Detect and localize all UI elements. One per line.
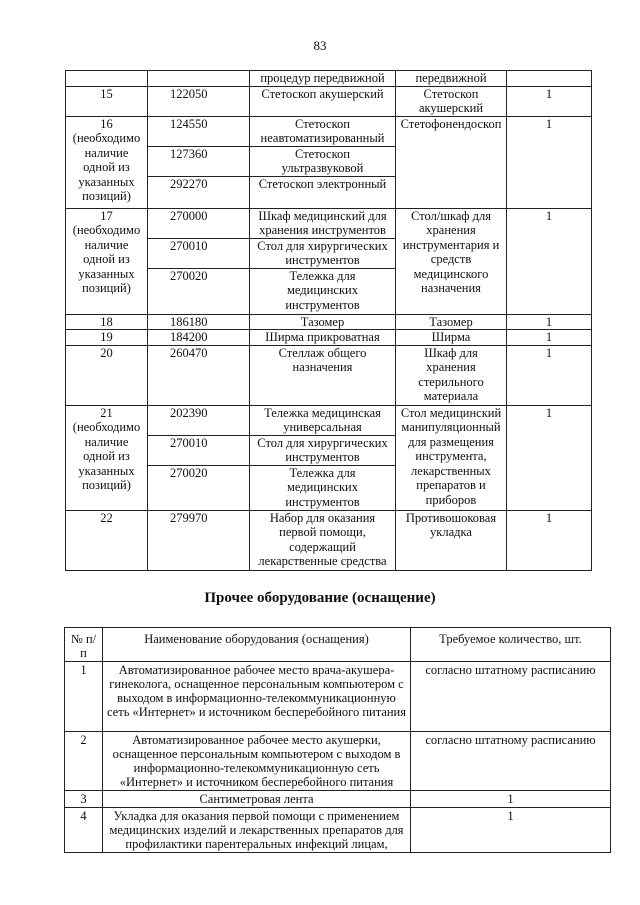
equipment-alt-name: передвижной	[396, 71, 507, 87]
equipment-code	[148, 71, 250, 87]
row-number: 20	[66, 345, 148, 405]
equipment-quantity: 1	[507, 330, 592, 346]
equipment-quantity: 1	[411, 791, 611, 808]
equipment-alt-name: Стол/шкаф для хранения инструментария и средств медицинского назначения	[396, 208, 507, 314]
equipment-quantity: согласно штатному расписанию	[411, 662, 611, 732]
column-header-number: № п/п	[65, 628, 103, 662]
equipment-table	[65, 70, 592, 571]
equipment-name: Стол для хирургических инструментов	[250, 435, 396, 465]
row-number: 1	[65, 662, 103, 732]
table-row	[65, 808, 611, 853]
row-number: 2	[65, 732, 103, 791]
equipment-code: 279970	[148, 510, 250, 570]
equipment-name: Стетоскоп неавтоматизированный	[250, 116, 396, 146]
equipment-name: Набор для оказания первой помощи, содержащий лекарственные средства	[250, 510, 396, 570]
equipment-name: Автоматизированное рабочее место врача-акушера-гинеколога, оснащенное персональным компьютером с выходом в информационно-телекоммуникационную сеть «Интернет» и источником бесперебойного питания	[103, 662, 411, 732]
equipment-code: 270020	[148, 268, 250, 314]
equipment-code: 184200	[148, 330, 250, 346]
column-header-name: Наименование оборудования (оснащения)	[103, 628, 411, 662]
equipment-name: Стеллаж общего назначения	[250, 345, 396, 405]
equipment-quantity: 1	[507, 510, 592, 570]
equipment-code: 270000	[148, 208, 250, 238]
equipment-alt-name: Тазомер	[396, 314, 507, 330]
table-row	[66, 116, 592, 146]
equipment-code: 122050	[148, 86, 250, 116]
table-row	[66, 330, 592, 346]
page-number: 83	[313, 38, 327, 53]
row-number: 16 (необходимо наличие одной из указанных позиций)	[66, 116, 148, 208]
column-header-quantity: Требуемое количество, шт.	[411, 628, 611, 662]
equipment-quantity: 1	[507, 345, 592, 405]
equipment-code: 127360	[148, 146, 250, 176]
equipment-code: 292270	[148, 176, 250, 208]
row-number: 17 (необходимо наличие одной из указанных позиций)	[66, 208, 148, 314]
table-row	[66, 510, 592, 570]
table-header-row	[65, 628, 611, 662]
equipment-code: 124550	[148, 116, 250, 146]
equipment-name: Тележка медицинская универсальная	[250, 405, 396, 435]
equipment-alt-name: Ширма	[396, 330, 507, 346]
equipment-name: Автоматизированное рабочее место акушерки, оснащенное персональным компьютером с выходом в информационно-телекоммуникационную сеть «Интернет» и источником бесперебойного питания	[103, 732, 411, 791]
equipment-quantity: согласно штатному расписанию	[411, 732, 611, 791]
equipment-name: Стол для хирургических инструментов	[250, 238, 396, 268]
table-row	[66, 405, 592, 435]
row-number: 3	[65, 791, 103, 808]
equipment-name: Стетоскоп электронный	[250, 176, 396, 208]
equipment-name: Стетоскоп ультразвуковой	[250, 146, 396, 176]
equipment-code: 186180	[148, 314, 250, 330]
equipment-alt-name: Стетофонендоскоп	[396, 116, 507, 208]
table-row	[66, 71, 592, 87]
row-number: 22	[66, 510, 148, 570]
equipment-quantity: 1	[507, 208, 592, 314]
table-row	[65, 732, 611, 791]
table-row	[66, 86, 592, 116]
equipment-code: 270020	[148, 465, 250, 510]
table-row	[65, 662, 611, 732]
table-row	[66, 314, 592, 330]
equipment-quantity: 1	[507, 314, 592, 330]
equipment-name: Укладка для оказания первой помощи с применением медицинских изделий и лекарственных препаратов для профилактики парентеральных инфекций лицам,	[103, 808, 411, 853]
equipment-quantity: 1	[507, 116, 592, 208]
row-number: 18	[66, 314, 148, 330]
equipment-code: 270010	[148, 435, 250, 465]
equipment-alt-name: Стол медицинский манипуляционный для размещения инструмента, лекарственных препаратов и приборов	[396, 405, 507, 510]
equipment-quantity: 1	[507, 86, 592, 116]
equipment-name: Ширма прикроватная	[250, 330, 396, 346]
row-number: 4	[65, 808, 103, 853]
other-equipment-table	[64, 627, 611, 853]
equipment-name: Тележка для медицинских инструментов	[250, 465, 396, 510]
equipment-alt-name: Шкаф для хранения стерильного материала	[396, 345, 507, 405]
table-row	[66, 345, 592, 405]
row-number: 21 (необходимо наличие одной из указанных позиций)	[66, 405, 148, 510]
table-row	[65, 791, 611, 808]
equipment-name: Шкаф медицинский для хранения инструментов	[250, 208, 396, 238]
equipment-name: Тележка для медицинских инструментов	[250, 268, 396, 314]
equipment-alt-name: Стетоскоп акушерский	[396, 86, 507, 116]
equipment-quantity: 1	[507, 405, 592, 510]
equipment-quantity	[507, 71, 592, 87]
equipment-code: 260470	[148, 345, 250, 405]
equipment-name: Стетоскоп акушерский	[250, 86, 396, 116]
equipment-code: 202390	[148, 405, 250, 435]
row-number: 15	[66, 86, 148, 116]
section-heading: Прочее оборудование (оснащение)	[204, 590, 436, 606]
equipment-alt-name: Противошоковая укладка	[396, 510, 507, 570]
equipment-name: Сантиметровая лента	[103, 791, 411, 808]
equipment-quantity: 1	[411, 808, 611, 853]
equipment-name: процедур передвижной	[250, 71, 396, 87]
row-number: 19	[66, 330, 148, 346]
row-number	[66, 71, 148, 87]
table-row	[66, 208, 592, 238]
equipment-code: 270010	[148, 238, 250, 268]
equipment-name: Тазомер	[250, 314, 396, 330]
